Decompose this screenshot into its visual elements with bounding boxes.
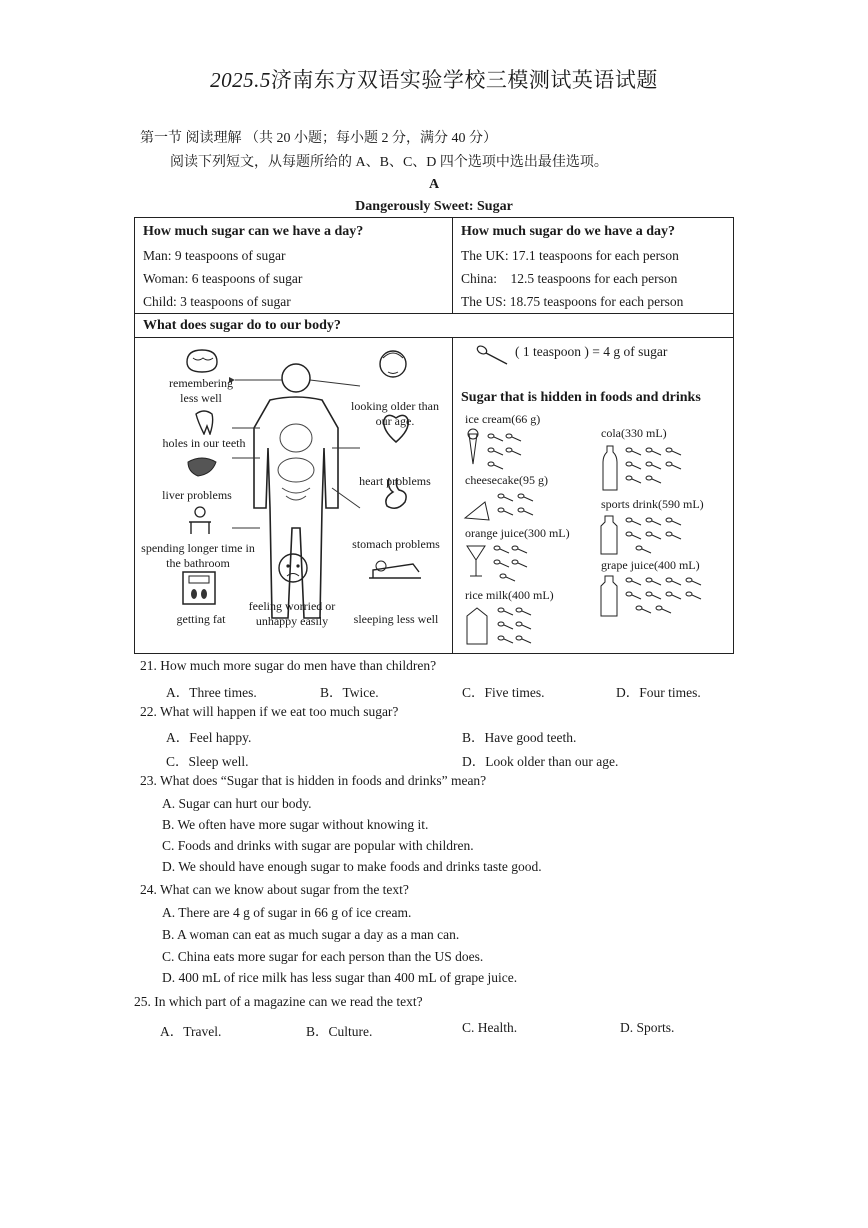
toilet-icon <box>185 504 215 536</box>
q23-option-b: B. We often have more sugar without knowing it. <box>162 817 429 832</box>
drink-sports-label: sports drink(590 mL) <box>601 497 704 511</box>
daily-limit-heading: How much sugar can we have a day? <box>143 224 364 239</box>
question-25: 25. In which part of a magazine can we read the text? <box>134 994 423 1009</box>
q24-option-b: B. A woman can eat as much sugar a day as a man can. <box>162 927 460 942</box>
limit-child: Child: 3 teaspoons of sugar <box>143 294 291 309</box>
q22-option-d: D．Look older than our age. <box>462 754 619 769</box>
worried-face-icon <box>275 550 311 590</box>
q25-option-a: A．Travel. <box>160 1024 222 1039</box>
q21-option-d: D．Four times. <box>616 685 701 700</box>
passage-title: Dangerously Sweet: Sugar <box>355 199 513 214</box>
cola-spoons-icon <box>599 444 699 494</box>
q21-option-b: B．Twice. <box>320 685 379 700</box>
intake-us: The US: 18.75 teaspoons for each person <box>461 294 684 309</box>
limit-woman: Woman: 6 teaspoons of sugar <box>143 271 303 286</box>
q22-option-b: B．Have good teeth. <box>462 730 577 745</box>
bottom-divider <box>452 337 453 653</box>
top-divider <box>452 218 453 313</box>
title-year: 2025.5 <box>210 68 271 92</box>
q25-option-b: B．Culture. <box>306 1024 373 1039</box>
question-24: 24. What can we know about sugar from the text? <box>140 882 409 897</box>
question-22: 22. What will happen if we eat too much sugar? <box>140 704 399 719</box>
food-orange-label: orange juice(300 mL) <box>465 526 570 540</box>
teaspoon-conversion: ( 1 teaspoon ) = 4 g of sugar <box>515 344 668 359</box>
effect-stomach: stomach problems <box>352 537 440 551</box>
cheesecake-spoons-icon <box>463 490 553 526</box>
effect-remembering: remembering less well <box>169 376 233 405</box>
q25-option-d: D. Sports. <box>620 1020 675 1035</box>
q24-option-c: C. China eats more sugar for each person than the US does. <box>162 949 484 964</box>
q24-option-a: A. There are 4 g of sugar in 66 g of ice cream. <box>162 905 412 920</box>
q23-option-a: A. Sugar can hurt our body. <box>162 796 312 811</box>
brain-icon <box>183 346 221 376</box>
liver-icon <box>185 454 219 478</box>
effect-fat: getting fat <box>176 612 226 626</box>
effect-sleep: sleeping less well <box>353 612 439 626</box>
question-23: 23. What does “Sugar that is hidden in foods and drinks” mean? <box>140 773 487 788</box>
q21-option-c: C．Five times. <box>462 685 545 700</box>
intake-uk: The UK: 17.1 teaspoons for each person <box>461 248 679 263</box>
tooth-icon <box>193 409 215 435</box>
body-effects-heading: What does sugar do to our body? <box>143 318 341 333</box>
intake-china: China: 12.5 teaspoons for each person <box>461 271 678 286</box>
effect-teeth: holes in our teeth <box>162 436 246 450</box>
rice-milk-spoons-icon <box>463 604 553 650</box>
food-icecream-label: ice cream(66 g) <box>465 412 541 426</box>
q22-option-c: C．Sleep well. <box>166 754 249 769</box>
row-divider-1 <box>135 313 733 314</box>
orange-juice-spoons-icon <box>463 542 543 584</box>
sleeping-icon <box>367 552 423 584</box>
hidden-sugar-heading: Sugar that is hidden in foods and drinks <box>461 390 701 405</box>
effect-bathroom: spending longer time in the bathroom <box>141 541 255 570</box>
section-heading: 第一节 阅读理解 （共 20 小题；每小题 2 分，满分 40 分） <box>140 131 497 146</box>
drink-grape-label: grape juice(400 mL) <box>601 558 700 572</box>
grape-juice-spoons-icon <box>599 574 709 622</box>
effect-heart: heart problems <box>359 474 431 488</box>
limit-man: Man: 9 teaspoons of sugar <box>143 248 286 263</box>
title-text: 济南东方双语实验学校三模测试英语试题 <box>270 68 658 92</box>
sports-drink-spoons-icon <box>599 514 699 558</box>
q25-option-c: C. Health. <box>462 1020 518 1035</box>
q24-option-d: D. 400 mL of rice milk has less sugar than 400 mL of grape juice. <box>162 970 518 985</box>
question-21: 21. How much more sugar do men have than children? <box>140 658 437 673</box>
q23-option-c: C. Foods and drinks with sugar are popular with children. <box>162 838 474 853</box>
section-instruction: 阅读下列短文，从每题所给的 A、B、C、D 四个选项中选出最佳选项。 <box>170 155 608 170</box>
effect-liver: liver problems <box>162 488 232 502</box>
daily-intake-heading: How much sugar do we have a day? <box>461 224 676 239</box>
passage-letter: A <box>428 177 440 192</box>
scale-icon <box>181 570 217 606</box>
page-title <box>0 64 868 94</box>
q22-option-a: A．Feel happy. <box>166 730 252 745</box>
teaspoon-icon <box>475 344 511 368</box>
old-face-icon <box>377 346 409 386</box>
drink-cola-label: cola(330 mL) <box>601 426 667 440</box>
sugar-infographic-table <box>134 217 734 654</box>
food-cheesecake-label: cheesecake(95 g) <box>465 473 548 487</box>
effect-worried: feeling worried or unhappy easily <box>248 599 336 628</box>
effect-older: looking older than our age. <box>351 399 439 428</box>
icecream-spoons-icon <box>463 428 543 472</box>
food-ricemilk-label: rice milk(400 mL) <box>465 588 554 602</box>
q23-option-d: D. We should have enough sugar to make foods and drinks taste good. <box>162 859 542 874</box>
q21-option-a: A．Three times. <box>166 685 257 700</box>
row-divider-2 <box>135 337 733 338</box>
